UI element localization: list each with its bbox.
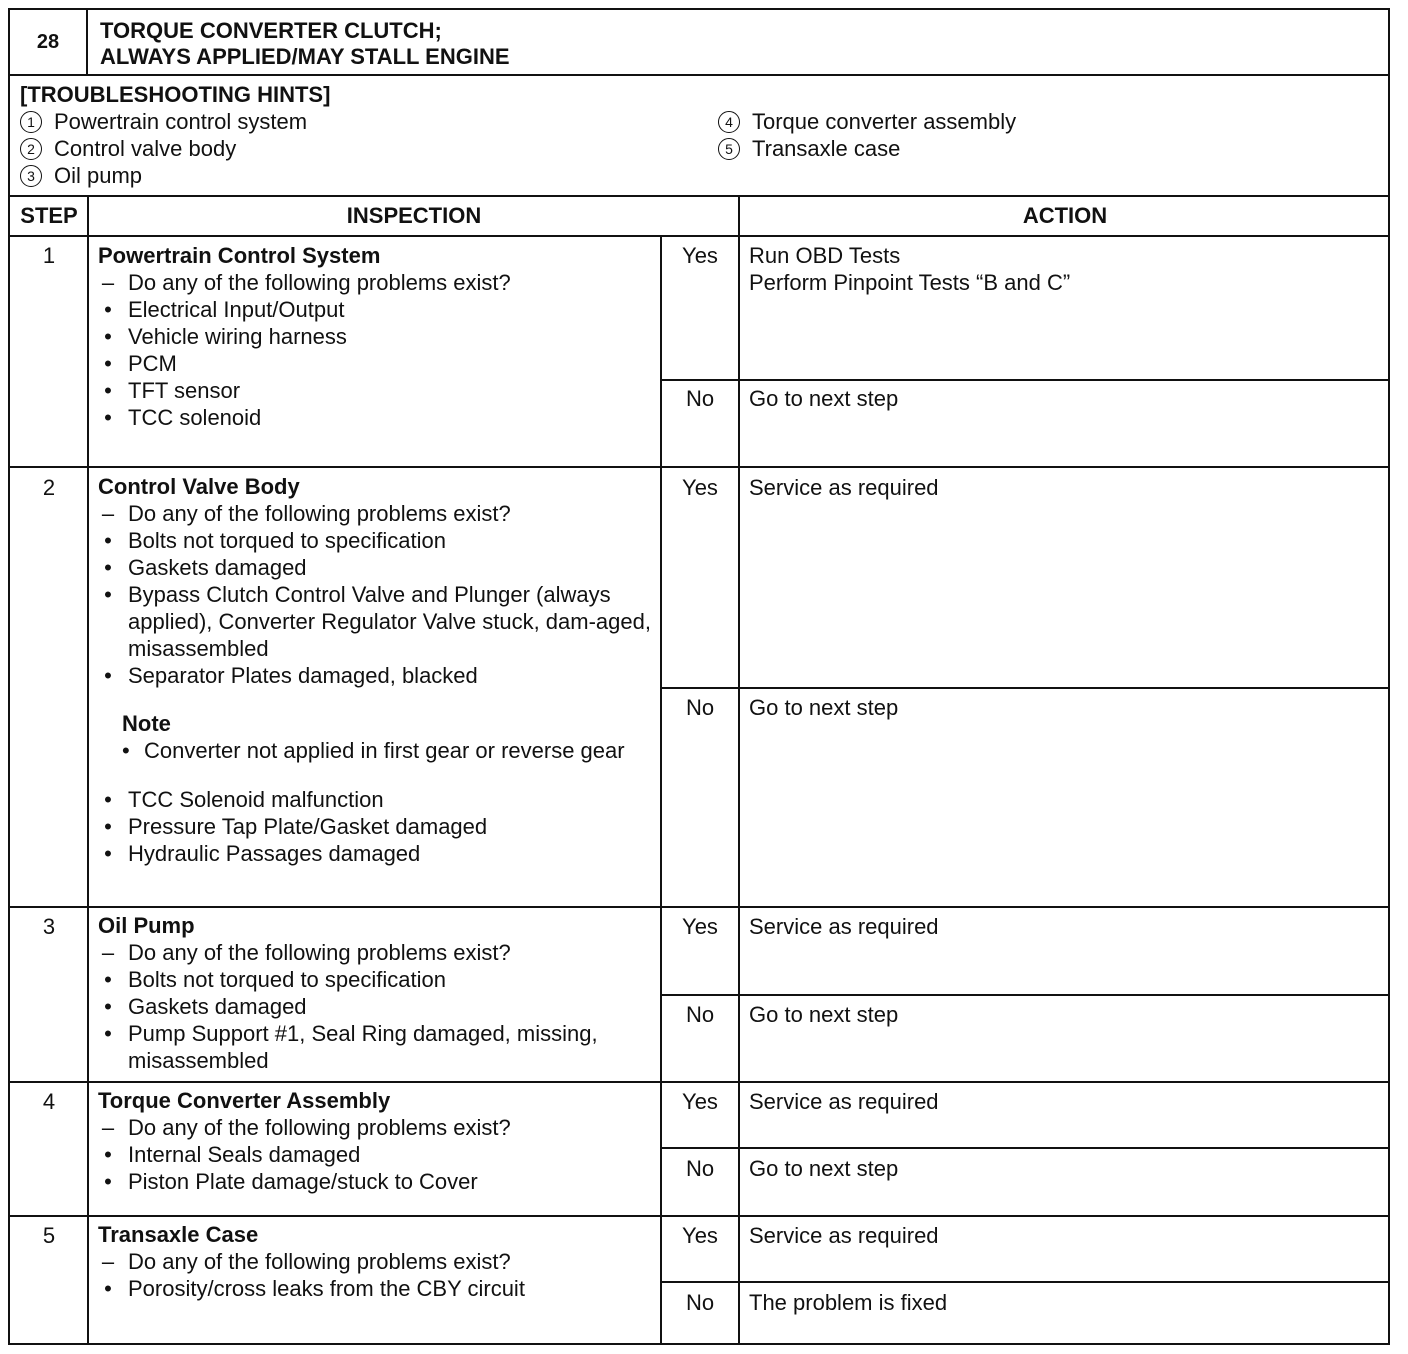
row-separator bbox=[10, 466, 1390, 468]
circled-number-icon: 4 bbox=[718, 111, 740, 133]
no-label: No bbox=[685, 695, 715, 720]
inspection-bullet: • Porosity/cross leaks from the CBY circuit bbox=[104, 1276, 525, 1301]
row-separator bbox=[10, 906, 1390, 908]
yes-label: Yes bbox=[682, 1223, 718, 1248]
inspection-question: – Do any of the following problems exist? bbox=[101, 940, 511, 965]
yes-no-separator bbox=[660, 1147, 1390, 1149]
column-headers bbox=[10, 197, 1388, 237]
row-separator bbox=[10, 1215, 1390, 1217]
circled-number-icon: 5 bbox=[718, 138, 740, 160]
hint-item bbox=[20, 162, 307, 189]
inspection-bullet: • Electrical Input/Output bbox=[104, 297, 345, 322]
inspection-question: – Do any of the following problems exist? bbox=[101, 1115, 511, 1140]
hint-label: Control valve body bbox=[54, 136, 237, 161]
inspection-bullet: • Vehicle wiring harness bbox=[104, 324, 347, 349]
yes-no-separator bbox=[660, 1281, 1390, 1283]
inspection-cell bbox=[98, 1087, 658, 1195]
inspection-question: – Do any of the following problems exist? bbox=[101, 1249, 511, 1274]
hint-item bbox=[718, 135, 1016, 162]
inspection-bullet: • Pump Support #1, Seal Ring damaged, missing, misassembled bbox=[104, 1021, 598, 1073]
row-separator bbox=[10, 1081, 1390, 1083]
action-line: Run OBD Tests bbox=[749, 243, 901, 268]
inspection-bullet: • Bolts not torqued to specification bbox=[104, 967, 446, 992]
column-header-step: STEP bbox=[20, 203, 78, 228]
inspection-cell bbox=[98, 912, 658, 1074]
hint-item bbox=[20, 108, 307, 135]
inspection-title: Oil Pump bbox=[98, 913, 195, 938]
title-line-1: TORQUE CONVERTER CLUTCH; bbox=[100, 18, 442, 43]
inspection-cell bbox=[98, 1221, 658, 1302]
step-number: 3 bbox=[42, 914, 56, 939]
inspection-bullet: • Gaskets damaged bbox=[104, 994, 307, 1019]
action-line: Perform Pinpoint Tests “B and C” bbox=[749, 270, 1071, 295]
step-number: 1 bbox=[42, 243, 56, 268]
yes-action: Service as required bbox=[749, 475, 939, 500]
yes-action: Service as required bbox=[749, 1089, 939, 1114]
hints-right-column bbox=[718, 108, 1016, 162]
yes-action: Service as required bbox=[749, 914, 939, 939]
inspection-bullet: • Bolts not torqued to specification bbox=[104, 528, 446, 553]
hint-item bbox=[718, 108, 1016, 135]
column-header-action: ACTION bbox=[1022, 203, 1108, 228]
circled-number-icon: 2 bbox=[20, 138, 42, 160]
step-number: 5 bbox=[42, 1223, 56, 1248]
title-line-2: ALWAYS APPLIED/MAY STALL ENGINE bbox=[100, 44, 510, 69]
no-action: Go to next step bbox=[749, 695, 899, 720]
circled-number-icon: 1 bbox=[20, 111, 42, 133]
inspection-bullet: • PCM bbox=[104, 351, 177, 376]
inspection-bullet: • TCC Solenoid malfunction bbox=[104, 787, 384, 812]
hint-label: Oil pump bbox=[54, 163, 143, 188]
inspection-bullet: • Pressure Tap Plate/Gasket damaged bbox=[104, 814, 488, 839]
inspection-bullet: • Piston Plate damage/stuck to Cover bbox=[104, 1169, 478, 1194]
hint-label: Transaxle case bbox=[752, 136, 901, 161]
inspection-bullet: • Internal Seals damaged bbox=[104, 1142, 361, 1167]
yes-action: Service as required bbox=[749, 1223, 939, 1248]
inspection-title: Control Valve Body bbox=[98, 474, 300, 499]
no-action: Go to next step bbox=[749, 386, 899, 411]
inspection-bullet: • TCC solenoid bbox=[104, 405, 262, 430]
yes-no-separator bbox=[660, 994, 1390, 996]
inspection-bullet: • TFT sensor bbox=[104, 378, 241, 403]
hint-label: Torque converter assembly bbox=[752, 109, 1017, 134]
hints-title: [TROUBLESHOOTING HINTS] bbox=[20, 82, 331, 107]
circled-number-icon: 3 bbox=[20, 165, 42, 187]
troubleshooting-hints bbox=[10, 76, 1388, 197]
step-number: 4 bbox=[42, 1089, 56, 1114]
inspection-cell bbox=[98, 473, 658, 867]
no-label: No bbox=[685, 1002, 715, 1027]
step-number: 2 bbox=[42, 475, 56, 500]
no-action: Go to next step bbox=[749, 1002, 899, 1027]
grid-line bbox=[738, 197, 740, 1345]
hint-label: Powertrain control system bbox=[54, 109, 308, 134]
inspection-bullet: • Separator Plates damaged, blacked bbox=[104, 663, 478, 688]
inspection-title: Torque Converter Assembly bbox=[98, 1088, 391, 1113]
yes-label: Yes bbox=[682, 914, 718, 939]
column-header-inspection: INSPECTION bbox=[346, 203, 482, 228]
yes-action bbox=[749, 242, 1379, 296]
troubleshooting-sheet bbox=[8, 8, 1390, 1345]
inspection-title: Powertrain Control System bbox=[98, 243, 381, 268]
yes-label: Yes bbox=[682, 475, 718, 500]
chart-number: 28 bbox=[10, 10, 88, 74]
inspection-bullet: • Gaskets damaged bbox=[104, 555, 307, 580]
sheet-title bbox=[100, 18, 510, 70]
note-item: • Converter not applied in first gear or reverse gear bbox=[122, 738, 625, 763]
inspection-question: – Do any of the following problems exist? bbox=[101, 270, 511, 295]
no-action: The problem is fixed bbox=[749, 1290, 948, 1315]
yes-label: Yes bbox=[682, 1089, 718, 1114]
no-action: Go to next step bbox=[749, 1156, 899, 1181]
sheet-header bbox=[10, 10, 1388, 76]
inspection-question: – Do any of the following problems exist? bbox=[101, 501, 511, 526]
inspection-cell bbox=[98, 242, 658, 431]
no-label: No bbox=[685, 386, 715, 411]
yes-no-separator bbox=[660, 687, 1390, 689]
yes-label: Yes bbox=[682, 243, 718, 268]
no-label: No bbox=[685, 1290, 715, 1315]
inspection-bullet: • Bypass Clutch Control Valve and Plunger (always applied), Converter Regulator Valve stuck, dam-aged, misassembled bbox=[104, 582, 651, 661]
hint-item bbox=[20, 135, 307, 162]
grid-line bbox=[87, 197, 89, 1345]
inspection-title: Transaxle Case bbox=[98, 1222, 259, 1247]
note-title: Note bbox=[122, 711, 171, 736]
inspection-bullet: • Hydraulic Passages damaged bbox=[104, 841, 421, 866]
no-label: No bbox=[685, 1156, 715, 1181]
yes-no-separator bbox=[660, 379, 1390, 381]
hints-left-column bbox=[20, 108, 307, 189]
